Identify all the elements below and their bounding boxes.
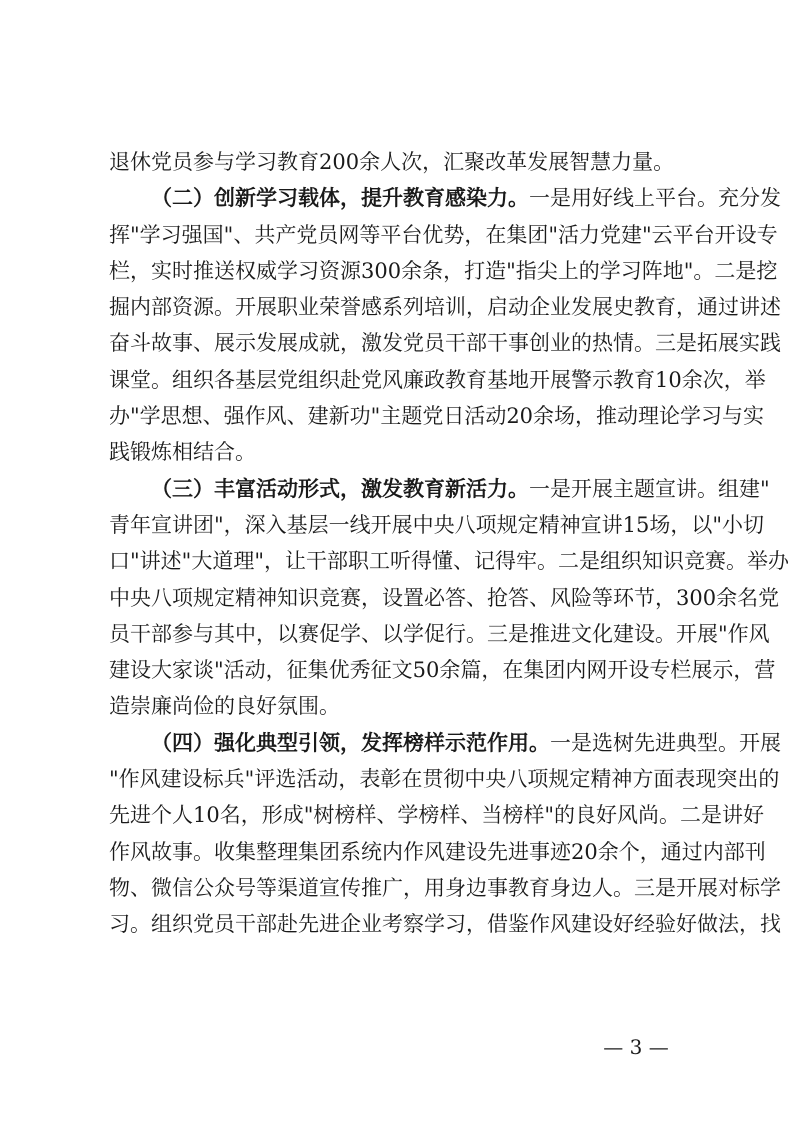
paragraph-line: 践锻炼相结合。	[109, 440, 256, 465]
paragraph-line: 建设大家谈"活动，征集优秀征文50余篇，在集团内网开设专栏展示，营	[109, 658, 776, 683]
paragraph-line: 造崇廉尚俭的良好氛围。	[109, 694, 340, 719]
paragraph-line: 先进个人10名，形成"树榜样、学榜样、当榜样"的良好风尚。二是讲好	[109, 803, 765, 828]
paragraph-line: 员干部参与其中，以赛促学、以学促行。三是推进文化建设。开展"作风	[109, 621, 770, 646]
section-heading-line	[109, 471, 770, 507]
paragraph-line: 挥"学习强国"、共产党员网等平台优势，在集团"活力党建"云平台开设专	[109, 222, 778, 247]
section-heading: （四）强化典型引领，发挥榜样示范作用。	[151, 729, 550, 755]
paragraph-line: 作风故事。收集整理集团系统内作风建设先进事迹20余个，通过内部刊	[109, 839, 766, 864]
section-heading-line	[109, 725, 781, 761]
paragraph-line: 掘内部资源。开展职业荣誉感系列培训，启动企业发展史教育，通过讲述	[109, 295, 781, 320]
paragraph-line: 中央八项规定精神知识竞赛，设置必答、抢答、风险等环节，300余名党	[109, 585, 780, 610]
section-heading: （二）创新学习载体，提升教育感染力。	[151, 185, 529, 211]
paragraph-line: 奋斗故事、展示发展成就，激发党员干部干事创业的热情。三是拓展实践	[109, 331, 781, 356]
paragraph-line: 课堂。组织各基层党组织赴党风廉政教育基地开展警示教育10余次，举	[109, 367, 766, 392]
paragraph-line: 习。组织党员干部赴先进企业考察学习，借鉴作风建设好经验好做法，找	[109, 912, 781, 937]
paragraph-line: "作风建设标兵"评选活动，表彰在贯彻中央八项规定精神方面表现突出的	[109, 767, 780, 792]
paragraph-line: 口"讲述"大道理"，让干部职工听得懂、记得牢。二是组织知识竞赛。举办	[109, 549, 789, 574]
paragraph-line: 退休党员参与学习教育200余人次，汇聚改革发展智慧力量。	[109, 150, 675, 174]
paragraph-line: 物、微信公众号等渠道宣传推广，用身边事教育身边人。三是开展对标学	[109, 875, 781, 900]
paragraph-line: 栏，实时推送权威学习资源300余条，打造"指尖上的学习阵地"。二是挖	[109, 258, 778, 283]
page-number: — 3 —	[603, 1035, 669, 1059]
paragraph-text: 一是开展主题宣讲。组建"	[529, 476, 770, 501]
paragraph-text: 一是用好线上平台。充分发	[529, 186, 781, 211]
document-body	[109, 144, 789, 943]
section-heading: （三）丰富活动形式，激发教育新活力。	[151, 475, 529, 501]
paragraph-text: 一是选树先进典型。开展	[550, 730, 781, 755]
paragraph-line: 办"学思想、强作风、建新功"主题党日活动20余场，推动理论学习与实	[109, 404, 765, 429]
section-heading-line	[109, 180, 781, 216]
paragraph-line: 青年宣讲团"，深入基层一线开展中央八项规定精神宣讲15场，以"小切	[109, 512, 765, 537]
